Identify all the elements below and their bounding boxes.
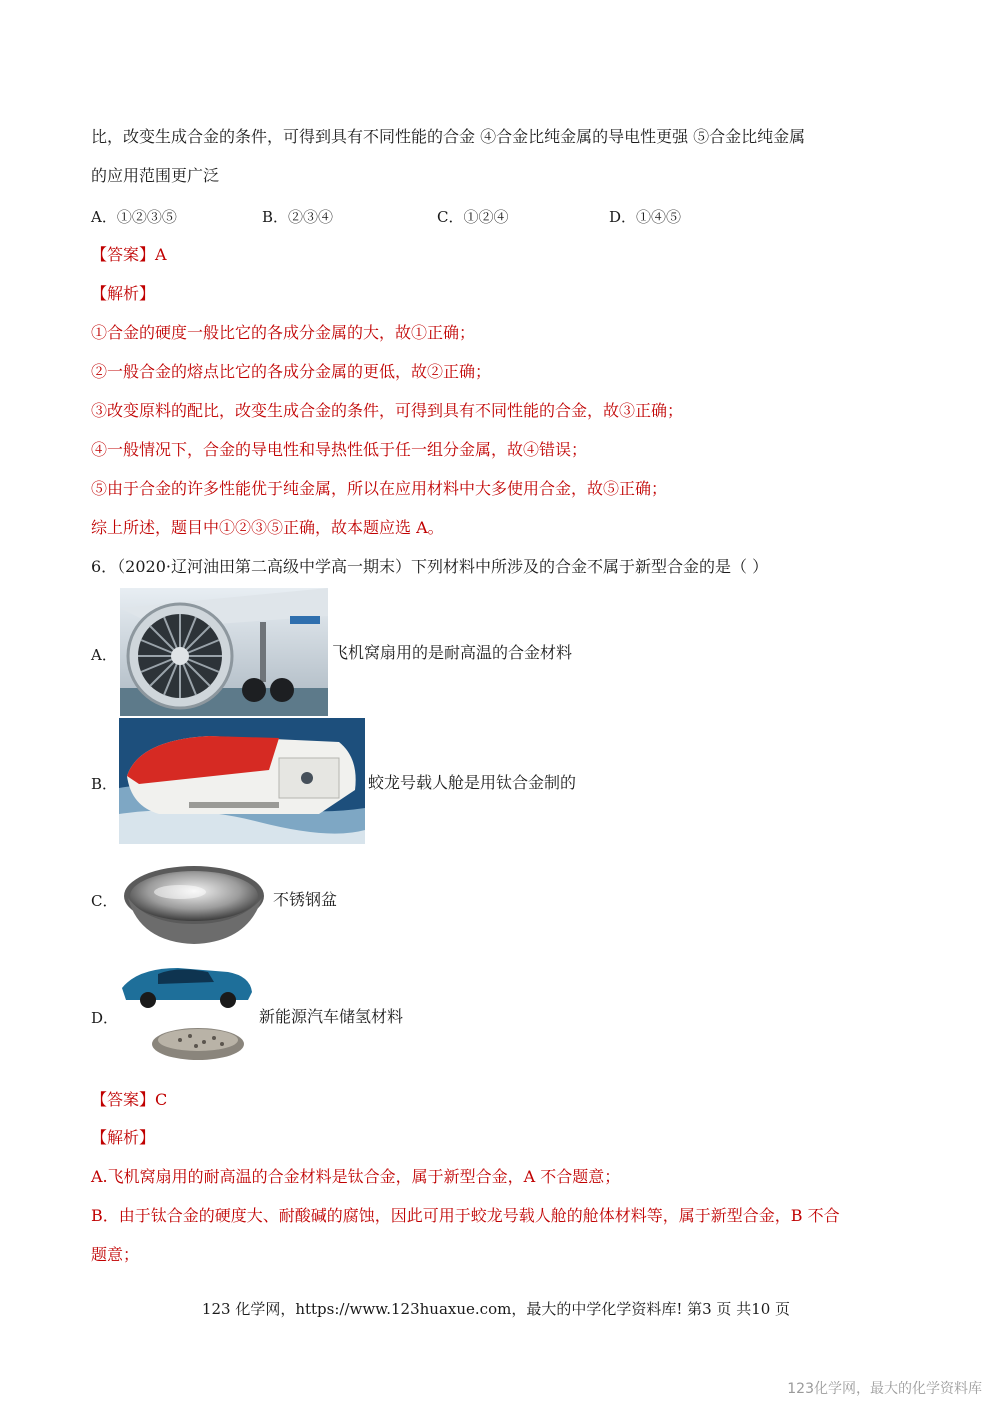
q6-analysis-line: 题意； [91,1245,140,1264]
q5-analysis-label: 【解析】 [91,284,156,303]
q6-option-d-caption: 新能源汽车储氢材料 [259,1007,404,1026]
steel-basin-photo [120,858,270,948]
q6-analysis-label: 【解析】 [91,1128,156,1147]
car-and-granules-photo [118,960,258,1064]
q6-answer: 【答案】C [91,1090,168,1109]
jet-engine-photo [120,588,328,716]
q5-option-b: B．②③④ [262,208,334,226]
stem-continuation-line-1: 比，改变生成合金的条件，可得到具有不同性能的合金 ④合金比纯金属的导电性更强 ⑤合金比纯金属 [91,127,806,146]
submersible-photo [119,718,365,844]
q6-option-c-caption: 不锈钢盆 [273,890,338,909]
q6-analysis-line: B．由于钛合金的硬度大、耐酸碱的腐蚀，因此可用于蛟龙号载人舱的舱体材料等，属于新型合金，B 不合 [91,1206,840,1225]
q5-option-c: C．①②④ [437,208,509,226]
q6-analysis-line: A.飞机窝扇用的耐高温的合金材料是钛合金，属于新型合金，A 不合题意； [91,1167,621,1186]
q5-option-a: A．①②③⑤ [91,208,177,226]
q5-analysis-line: 综上所述，题目中①②③⑤正确，故本题应选 A。 [91,518,444,537]
q6-option-a-caption: 飞机窝扇用的是耐高温的合金材料 [332,643,573,662]
q6-option-a-letter: A． [91,646,117,664]
q6-option-c-letter: C． [91,892,118,910]
q5-analysis-line: ④一般情况下，合金的导电性和导热性低于任一组分金属，故④错误； [91,440,588,459]
q5-answer: 【答案】A [91,245,167,264]
q5-analysis-line: ③改变原料的配比，改变生成合金的条件，可得到具有不同性能的合金，故③正确； [91,401,684,420]
q5-analysis-line: ①合金的硬度一般比它的各成分金属的大，故①正确； [91,323,476,342]
q6-stem: 6．（2020·辽河油田第二高级中学高一期末）下列材料中所涉及的合金不属于新型合金的是（ ） [91,557,769,576]
q6-option-d-letter: D． [91,1009,119,1027]
q5-analysis-line: ⑤由于合金的许多性能优于纯金属，所以在应用材料中大多使用合金，故⑤正确； [91,479,668,498]
q6-option-b-letter: B． [91,775,118,793]
q5-option-d: D．①④⑤ [609,208,682,226]
q6-option-b-caption: 蛟龙号载人舱是用钛合金制的 [368,773,577,792]
stem-continuation-line-2: 的应用范围更广泛 [91,166,220,185]
page-footer: 123 化学网，https://www.123huaxue.com，最大的中学化学资料库! 第3 页 共10 页 [201,1300,791,1318]
watermark: 123化学网，最大的化学资料库 [787,1381,982,1397]
q5-analysis-line: ②一般合金的熔点比它的各成分金属的更低，故②正确； [91,362,492,381]
